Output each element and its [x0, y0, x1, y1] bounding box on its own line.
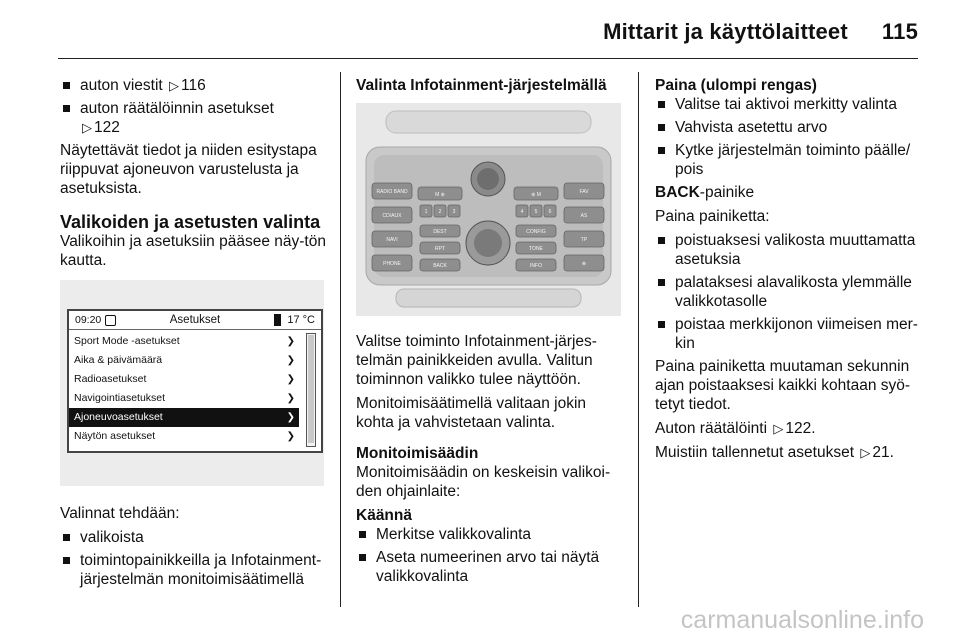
display-screen	[67, 309, 323, 453]
paragraph: Valitse toiminto Infotainment-järjes-telmän painikkeiden avulla. Valitun toiminnon valikko tulee näyttöön.	[356, 333, 597, 388]
phone-icon	[274, 314, 281, 326]
list-item: Valitse tai aktivoi merkitty valinta	[655, 95, 923, 114]
screen-status-bar	[69, 311, 321, 330]
screen-scrollbar[interactable]	[306, 333, 316, 447]
cd-aux-label: CD/AUX	[382, 213, 402, 219]
preset-5-label: 5	[534, 209, 538, 215]
menu-item[interactable]: Näytön asetukset ❯	[69, 427, 299, 446]
paragraph: Monitoimisäädin on keskeisin valikoi-den ohjainlaite:	[356, 464, 611, 500]
scrollbar-thumb[interactable]	[308, 335, 314, 443]
navi-label: NAVI	[386, 237, 398, 243]
paragraph: Valikoihin ja asetuksiin pääsee näy-tön kautta.	[60, 233, 326, 269]
list-item: auton räätälöinnin asetukset ▷ 122	[60, 99, 328, 137]
list-item: palataksesi alavalikosta ylemmälle valikkotasolle	[655, 273, 923, 311]
menu-item[interactable]: Navigointiasetukset ❯	[69, 389, 299, 408]
chevron-right-icon: ❯	[286, 374, 295, 385]
menu-item-selected[interactable]: Ajoneuvoasetukset ❯	[69, 408, 299, 427]
radio-band-label: RADIO BAND	[376, 189, 408, 195]
list-item: poistaa merkkijonon viimeisen mer-kin	[655, 315, 923, 353]
m-left-label: M ⊕	[435, 192, 445, 198]
column-divider-2	[638, 72, 639, 607]
subheading: Käännä	[356, 507, 412, 524]
paragraph: Näytettävät tiedot ja niiden esitystapa riippuvat ajoneuvon varustelusta ja asetuksista.	[60, 142, 317, 197]
preset-4-label: 4	[520, 209, 524, 215]
phone-label: PHONE	[383, 261, 401, 267]
column-3	[655, 76, 923, 467]
watermark: carmanualsonline.info	[680, 606, 924, 634]
infotainment-console-figure	[356, 103, 621, 316]
screen-title: Asetukset	[169, 314, 221, 326]
column-divider-1	[340, 72, 341, 607]
cross-ref-icon: ▷	[82, 120, 92, 135]
paragraph: BACK-painike	[655, 184, 755, 201]
list-item: toimintopainikkeilla ja Infotainment-järjestelmän monitoimisäätimellä	[60, 551, 328, 589]
chevron-right-icon: ❯	[286, 355, 295, 366]
column-2	[356, 76, 626, 95]
console-illustration	[356, 103, 621, 316]
column-1	[60, 76, 328, 275]
rpt-label: RPT	[435, 246, 445, 252]
column-1-lower	[60, 504, 328, 593]
preset-2-label: 2	[438, 209, 442, 215]
list-item: Merkitse valikkovalinta	[356, 525, 628, 544]
preset-3-label: 3	[452, 209, 456, 215]
tp-label: TP	[580, 237, 588, 243]
header-rule	[58, 58, 918, 59]
eject-label: ⊗	[581, 261, 587, 267]
screen-temperature: 17 °C	[287, 314, 315, 326]
screen-menu	[69, 330, 321, 446]
subheading: Valinta Infotainment-järjestelmällä	[356, 77, 607, 94]
back-label: BACK	[433, 263, 447, 269]
subheading: Monitoimisäädin	[356, 445, 479, 462]
list-item: valikoista	[60, 528, 328, 547]
fav-label: FAV	[579, 189, 589, 195]
list-item: Vahvista asetettu arvo	[655, 118, 923, 137]
list-item: Kytke järjestelmän toiminto päälle/ pois	[655, 141, 923, 179]
paragraph: Paina painiketta:	[655, 208, 770, 225]
back-keyword: BACK	[655, 184, 700, 201]
preset-1-label: 1	[424, 209, 428, 215]
list-item: poistuaksesi valikosta muuttamatta asetuksia	[655, 231, 923, 269]
menu-item[interactable]: Sport Mode -asetukset ❯	[69, 332, 299, 351]
chapter-title: Mittarit ja käyttölaitteet	[603, 19, 848, 44]
list-item: auton viestit ▷ 116	[60, 76, 328, 95]
header-title-block	[603, 19, 918, 45]
paragraph: Monitoimisäätimellä valitaan jokin kohta ja vahvistetaan valinta.	[356, 395, 587, 431]
paragraph: Muistiin tallennetut asetukset ▷ 21.	[655, 444, 894, 461]
m-right-label: ⊕ M	[531, 192, 541, 198]
chevron-right-icon: ❯	[286, 393, 295, 404]
subheading: Paina (ulompi rengas)	[655, 77, 817, 94]
chevron-right-icon: ❯	[286, 336, 295, 347]
tone-label: TONE	[529, 246, 543, 252]
screen-time: 09:20	[75, 314, 102, 326]
info-label: INFO	[530, 263, 542, 269]
page-number: 115	[881, 19, 918, 44]
section-heading: Valikoiden ja asetusten valinta	[60, 212, 321, 232]
cross-ref-icon: ▷	[169, 78, 180, 93]
settings-screen-figure	[60, 280, 324, 486]
dest-label: DEST	[433, 229, 447, 235]
paragraph: Paina painiketta muutaman sekunnin ajan poistaaksesi kaikki kohtaan syö-tetyt tiedot.	[655, 358, 911, 413]
config-label: CONFIG	[526, 229, 546, 235]
list-item: Aseta numeerinen arvo tai näytä valikkovalinta	[356, 548, 628, 586]
menu-item[interactable]: Aika & päivämäärä ❯	[69, 351, 299, 370]
paragraph: Valinnat tehdään:	[60, 505, 180, 522]
paragraph: Auton räätälöinti ▷ 122.	[655, 420, 816, 437]
column-2-lower	[356, 332, 628, 590]
preset-6-label: 6	[548, 209, 552, 215]
chevron-right-icon: ❯	[286, 412, 295, 423]
as-label: AS	[580, 213, 588, 219]
menu-item[interactable]: Radioasetukset ❯	[69, 370, 299, 389]
cross-ref-icon: ▷	[860, 445, 871, 460]
chevron-right-icon: ❯	[286, 431, 295, 442]
cross-ref-icon: ▷	[773, 421, 784, 436]
